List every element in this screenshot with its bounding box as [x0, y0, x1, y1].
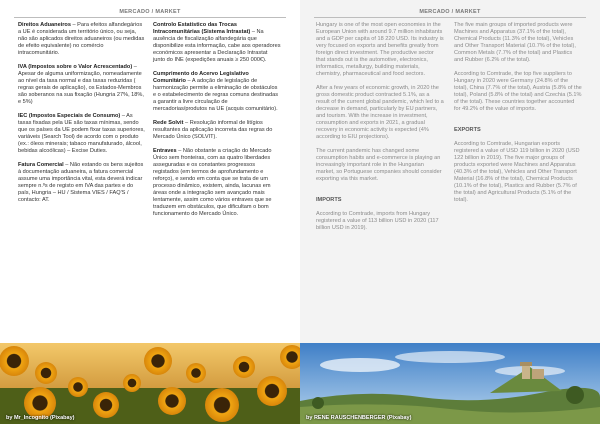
- paragraph-acervo: Cumprimento do Acervo Legislativo Comunitário – A adoção de legislação de harmonização permite a eliminação de obstáculos e o estabelecimento de regras comuns destinadas a garantir a livre circulação de mercadorias/produtos na UE (acquis comunitário).: [153, 71, 279, 112]
- photo-credit: by Mr_Incognito (Pixabay): [6, 415, 75, 421]
- paragraph-entraves: Entraves – Não obstante a criação do Mercado Único sem fronteiras, com as quatro liberdades asseguradas e os constantes progressos registados (em termos de aprofundamento e reforço), e sendo em conta que se trata de um processo dinâmico, existem, ainda, lacunas em áreas onde a integração sem avançado mais lentamente, assim como vários entraves que se traduzem em obstáculos, que dificultam o bom funcionamento do Mercado Único.: [153, 148, 272, 217]
- right-column-1: [316, 22, 444, 239]
- paragraph-imports: According to Comtrade, imports from Hungary registered a value of 113 billion USD in 2020 (117 billion USD in 2019).: [316, 211, 439, 231]
- paragraph-iva: IVA (Impostos sobre o Valor Acrescentado) – Apesar de alguma uniformização, nomeadamente ao nível da taxa normal e das taxas reduzidas ( regras gerais de aplicação), os Estados-Membros são soberanos na sua fixação (Hungria 27%, 18%, e 5%): [18, 64, 144, 105]
- paragraph-intrastat: Controlo Estatístico das Trocas Intracomunitárias (Sistema Intrastat) – Na ausência de fiscalização alfandegária que disponibilize esta informação, cabe aos operadores económicos apresentar a Declaração Intrastat junto do INE (expedições anuais ≥ 250 000€).: [153, 22, 281, 63]
- page-header: MERCADO / MARKET: [119, 9, 181, 15]
- photo-credit: by RENE RAUSCHENBERGER (Pixabay): [306, 415, 412, 421]
- paragraph-exports: According to Comtrade, Hungarian exports registered a value of USD 119 billion in 2020 (USD 122 billion in 2019). The five major groups of products exported were Machines and Apparatus (40.3% of the total), Vehicles and Other Transport Material (16.8% of the total), Chemical Products (10.1% of the total), Plastics and Rubber (5.7% of the total) and Agricultural Products (5.1% of the total).: [454, 141, 580, 203]
- paragraph-suppliers: According to Comtrade, the top five suppliers to Hungary in 2020 were Germany (24.8% of the total), China (7.7% of the total), Austria (5.8% of the total), Poland (5.8% of the total) and Czechia (5.1% of the total). These countries together accounted for 49.2% of the value of imports.: [454, 71, 582, 112]
- paragraph-intro: Hungary is one of the most open economies in the European Union with around 9.7 million inhabitants and a GDP per capita of 18 220 USD. Its industry is very focused on exports and benefits greatly from foreign direct investment. The productive sector that stands out is the automotive, electronics, informatics, metallurgy, building materials, chemistry, pharmaceutical and food sectors.: [316, 22, 444, 77]
- header-divider: [314, 17, 586, 18]
- paragraph-iec: IEC (Impostos Especiais de Consumo) – As taxas fixadas pela UE são taxas mínimas, sendo que os países da UE podem fixar taxas superiores, variáveis (Search Tool) de acordo com o produto (ex.: óleos minerais; tabaco manufaturado, álcool, bebidas alcoólicas) – Excise Duties.: [18, 113, 145, 154]
- page-header: MERCADO / MARKET: [419, 9, 481, 15]
- paragraph-direitos: Direitos Aduaneiros – Para efeitos alfandegários a UE é considerada um território único, ou seja, não são aplicados direitos aduaneiros (ou medidas de efeito equivalente) no comércio intracomunitário.: [18, 22, 145, 56]
- right-column-2: [454, 22, 582, 211]
- paragraph-import-groups: The five main groups of imported products were Machines and Apparatus (37.1% of the total), Chemical Products (11.3% of the total), Vehicles and Other Transport Material (10.7% of the total), Common Metals (7.7% of the total) and Plastics and Rubber (6.2% of the total).: [454, 22, 576, 63]
- left-column-2: [153, 22, 281, 225]
- exports-heading: EXPORTS: [454, 127, 481, 133]
- paragraph-fatura: Fatura Comercial – Não estando os bens sujeitos à documentação aduaneira, a fatura comercial assume uma importância vital, esta deverá indicar sempre n.ºs de registo em IVA das partes e do país, Hungria – HU / Sistema VIES / FAQ'S / contacto: AT.: [18, 162, 144, 203]
- right-page: [300, 0, 600, 424]
- paragraph-pandemic: The current pandemic has changed some consumption habits and e-commerce is playing an increasingly important role in the Hungarian market, so Portuguese companies should consider exporting via this market.: [316, 148, 442, 182]
- sunflower-photo: [0, 343, 300, 424]
- paragraph-growth: After a few years of economic growth, in 2020 the gross domestic product contracted 5.1%, as a result of the current global pandemic, which led to a decrease in demand, particularly by EU partners, and tourism. With the increase in investment, consumption and exports in 2021, a gradual recovery in economic activity is expected (4% according to EIU projections).: [316, 85, 444, 140]
- header-divider: [14, 17, 286, 18]
- castle-landscape-photo: [300, 343, 600, 424]
- left-column-1: [18, 22, 146, 211]
- paragraph-solvit: Rede Solvit – Resolução informal de litígios resultantes da aplicação incorreta das regras do Mercado Único (SOLVIT).: [153, 120, 273, 140]
- imports-heading: IMPORTS: [316, 197, 342, 203]
